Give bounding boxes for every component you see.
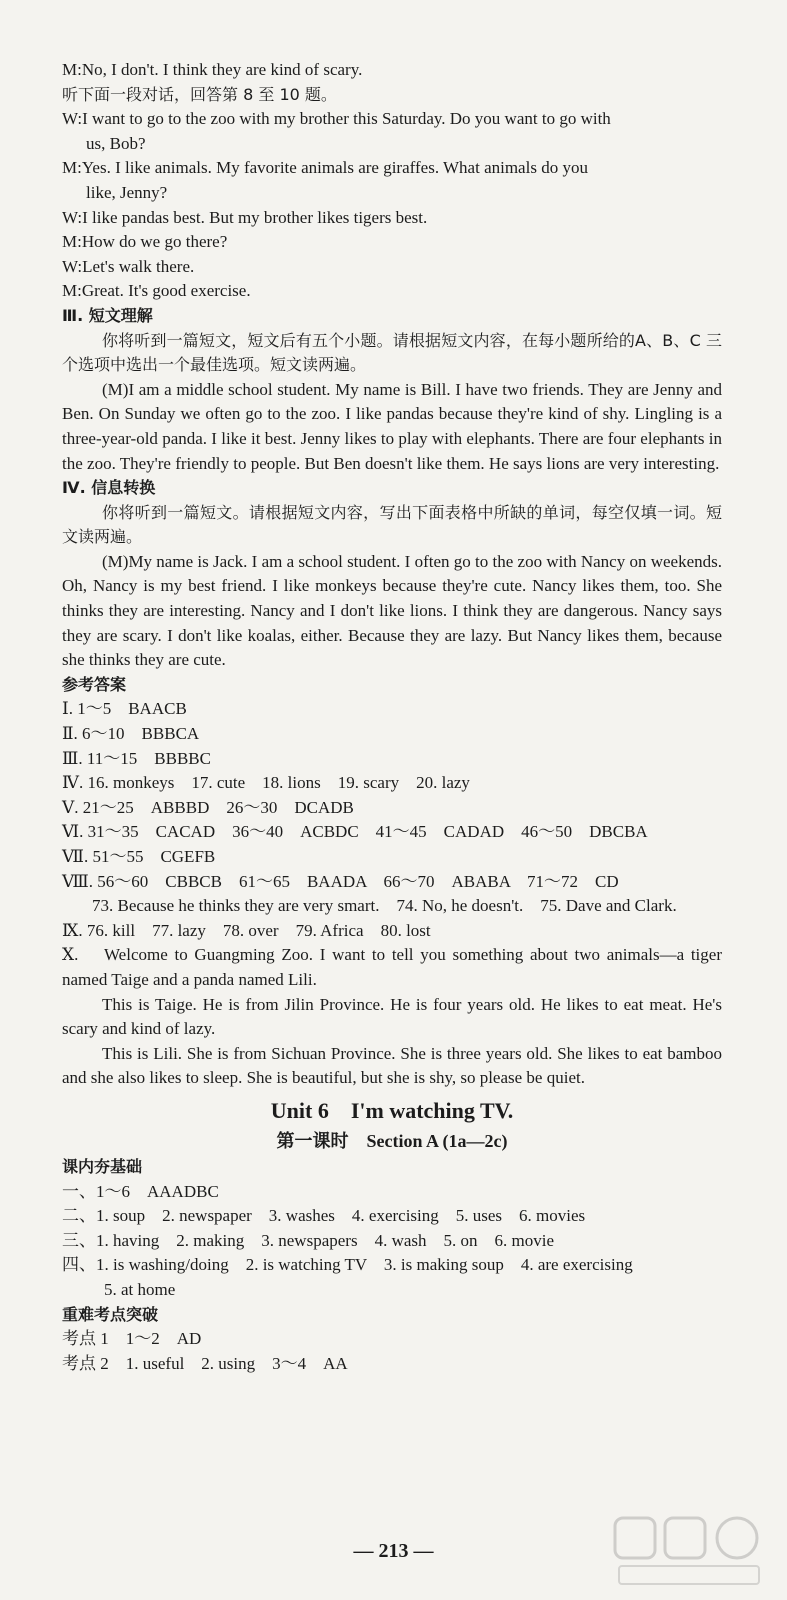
- answer-line: 三、1. having 2. making 3. newspapers 4. wash 5. on 6. movie: [62, 1230, 554, 1250]
- section-heading: Ⅲ. 短文理解: [62, 305, 153, 325]
- dialogue-line: M:Great. It's good exercise.: [62, 281, 251, 301]
- answer-line: Ⅴ. 21～25 ABBBD 26～30 DCADB: [62, 797, 354, 817]
- writing-label: Ⅹ.: [62, 945, 79, 965]
- writing-sample: [62, 943, 722, 1091]
- dialogue-line: M:Yes. I like animals. My favorite animals are giraffes. What animals do you: [62, 158, 588, 178]
- answer-line: 73. Because he thinks they are very smart. 74. No, he doesn't. 75. Dave and Clark.: [92, 896, 677, 916]
- dialogue-line: like, Jenny?: [86, 182, 168, 202]
- writing-paragraph: Welcome to Guangming Zoo. I want to tell you something about two animals—a tiger named Taige and a panda named Lili.: [62, 945, 722, 989]
- section-heading: 重难考点突破: [62, 1304, 159, 1324]
- answer-line: 5. at home: [104, 1279, 176, 1299]
- listening-passage: (M)My name is Jack. I am a school student. I often go to the zoo with Nancy on weekends. Oh, Nancy is my best friend. I like monkeys because they're cute. Nancy likes them, too. She thinks they are interesting. Nancy and I don't like lions. I think they are dangerous. Nancy says they are scary. I don't like koalas, either. Because they are lazy. But Nancy likes them, because she thinks they are cute.: [62, 551, 722, 670]
- page-content: [62, 58, 722, 1376]
- answer-line: Ⅰ. 1～5 BAACB: [62, 699, 187, 719]
- answer-line: Ⅵ. 31～35 CACAD 36～40 ACBDC 41～45 CADAD 46～50 DBCBA: [62, 822, 648, 842]
- answer-line: Ⅷ. 56～60 CBBCB 61～65 BAADA 66～70 ABABA 71～72 CD: [62, 871, 619, 891]
- answer-line: Ⅳ. 16. monkeys 17. cute 18. lions 19. scary 20. lazy: [62, 773, 470, 793]
- watermark-logo-icon: [609, 1512, 769, 1592]
- answer-line: Ⅶ. 51～55 CGEFB: [62, 847, 216, 866]
- answer-line: 一、1～6 AAADBC: [62, 1181, 219, 1201]
- section-heading: 课内夯基础: [62, 1156, 143, 1176]
- answer-line: 二、1. soup 2. newspaper 3. washes 4. exercising 5. uses 6. movies: [62, 1206, 586, 1226]
- answer-line: Ⅸ. 76. kill 77. lazy 78. over 79. Africa 80. lost: [62, 920, 431, 940]
- section-instruction: 你将听到一篇短文，短文后有五个小题。请根据短文内容，在每小题所给的A、B、C 三个选项中选出一个最佳选项。短文读两遍。: [62, 330, 722, 375]
- dialogue-line: W:I want to go to the zoo with my brother this Saturday. Do you want to go with: [62, 109, 611, 129]
- lesson-subtitle: 第一课时 Section A (1a—2c): [276, 1130, 508, 1151]
- dialogue-instruction: 听下面一段对话，回答第 8 至 10 题。: [62, 84, 337, 104]
- dialogue-line: W:I like pandas best. But my brother likes tigers best.: [62, 207, 428, 227]
- answer-line: 考点 1 1～2 AD: [62, 1329, 202, 1349]
- answer-line: 考点 2 1. useful 2. using 3～4 AA: [62, 1353, 348, 1373]
- listening-passage: (M)I am a middle school student. My name is Bill. I have two friends. They are Jenny and Ben. On Sunday we often go to the zoo. I like pandas because they're kind of shy. Lingling is a three-year-old panda. I like it best. Jenny likes to play with elephants. There are four elephants in the zoo. They're friendly to people. But Ben doesn't like them. He says lions are very interesting.: [62, 379, 722, 473]
- dialogue-line: M:No, I don't. I think they are kind of scary.: [62, 60, 363, 79]
- dialogue-line: M:How do we go there?: [62, 232, 228, 252]
- unit-title: Unit 6 I'm watching TV.: [270, 1097, 514, 1123]
- answer-line: 四、1. is washing/doing 2. is watching TV 3. is making soup 4. are exercising: [62, 1255, 633, 1275]
- dialogue-line: W:Let's walk there.: [62, 256, 195, 276]
- answers-heading: 参考答案: [62, 674, 127, 694]
- answer-line: Ⅱ. 6～10 BBBCA: [62, 724, 200, 744]
- writing-paragraph: This is Lili. She is from Sichuan Province. She is three years old. She likes to eat bamboo and she also likes to sleep. She is beautiful, but she is shy, so please be quiet.: [62, 1043, 722, 1088]
- writing-paragraph: This is Taige. He is from Jilin Province. He is four years old. He likes to eat meat. He's scary and kind of lazy.: [62, 994, 722, 1039]
- section-instruction: 你将听到一篇短文。请根据短文内容，写出下面表格中所缺的单词，每空仅填一词。短文读两遍。: [62, 502, 722, 547]
- answer-line: Ⅲ. 11～15 BBBBC: [62, 748, 211, 768]
- dialogue-line: us, Bob?: [86, 133, 146, 153]
- page-number: — 213 —: [353, 1540, 434, 1562]
- section-heading: Ⅳ. 信息转换: [62, 478, 156, 498]
